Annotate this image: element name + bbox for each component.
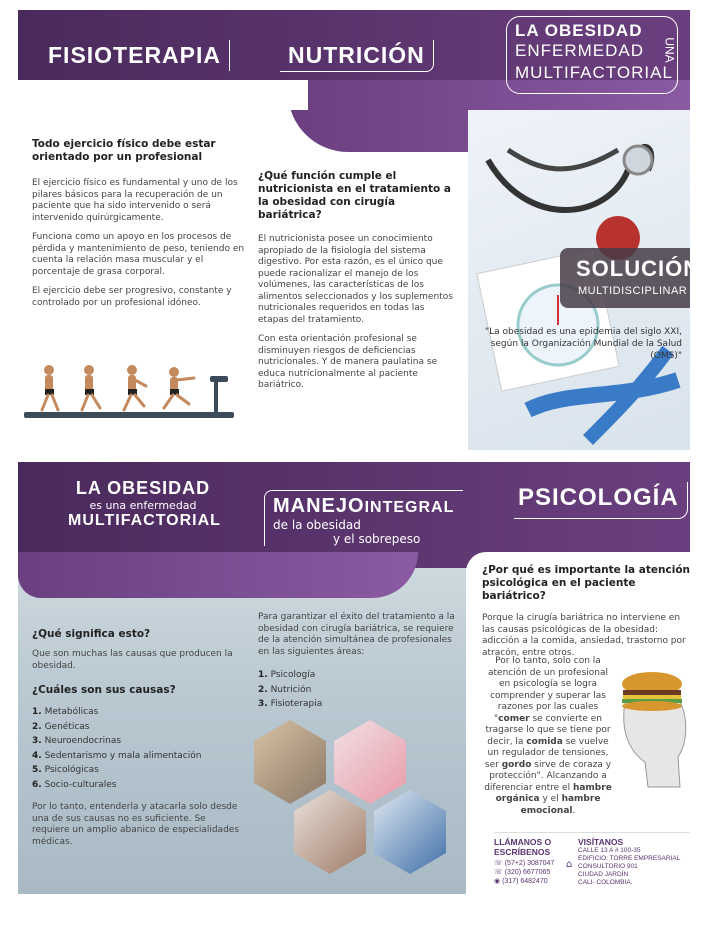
fisioterapia-title: FISIOTERAPIA bbox=[40, 40, 230, 71]
top-panel bbox=[18, 10, 701, 450]
cause-item: 1. Metabólicas bbox=[32, 707, 99, 717]
hex-exercise-image bbox=[374, 790, 446, 874]
causas-paragraph: Por lo tanto, entenderla y atacarla solo desde una de sus causas no es suficiente. Se requiere un amplio abanico de especialidades médicas. bbox=[32, 802, 240, 847]
manejo-title-block bbox=[264, 490, 463, 546]
llamanos-title: LLÁMANOS O ESCRÍBENOS bbox=[494, 837, 552, 857]
nutri-paragraph-1: El nutricionista posee un conocimiento apropiado de la fisiología del sistema digestivo. Por esta razón, es el único que puede racionalizar el manejo de los volúmenes, las características de los alimentos seleccionados y los suplementos nutricionales requeridos en todas las etapas del tratamiento. bbox=[258, 234, 453, 325]
psico-question: ¿Por qué es importante la atención psicológica en el paciente bariátrico? bbox=[482, 564, 691, 602]
psicologia-title: PSICOLOGÍA bbox=[514, 482, 688, 519]
manejo-title-line2: de la obesidad bbox=[273, 518, 361, 532]
exito-paragraph: Para garantizar el éxito del tratamiento a la obesidad con cirugía bariátrica, se requiere de la atención simultánea de profesionales en las siguientes áreas: bbox=[258, 612, 455, 657]
manejo-word: MANEJO bbox=[273, 495, 365, 517]
obesidad-title-line3: MULTIFACTORIAL bbox=[68, 512, 221, 529]
stethoscope-tape-image bbox=[468, 110, 701, 450]
badge-line2: ENFERMEDAD bbox=[515, 41, 645, 60]
phone-row[interactable]: ☏ (320) 6677065 bbox=[494, 869, 551, 876]
nutri-paragraph-2: Con esta orientación profesional se disminuyen riesgos de deficiencias nutricionales. Y de manera paulatina se educa nutricionalmente al paciente bariátrico. bbox=[258, 334, 438, 390]
badge-line1: LA OBESIDAD bbox=[515, 21, 643, 40]
phone-row[interactable]: ◉ (317) 6482470 bbox=[494, 878, 548, 885]
causes-list bbox=[32, 705, 244, 792]
cause-item: 6. Socio-culturales bbox=[32, 779, 117, 790]
bottom-banner-curve bbox=[18, 552, 418, 598]
address-line: CIUDAD JARDÍN bbox=[578, 871, 629, 878]
badge-side: UNA bbox=[662, 37, 677, 63]
area-item: 1. Psicología bbox=[258, 670, 316, 680]
area-item: 3. Fisioterapia bbox=[258, 699, 323, 709]
areas-column bbox=[258, 612, 458, 712]
manejo-title-line1 bbox=[273, 495, 463, 518]
hex-psychologist-image bbox=[254, 720, 326, 804]
psico-paragraph-2: Por lo tanto, solo con la atención de un profesional en psicología se logra comprender y superar las razones por las cuales "comer se convierte en tragarse lo que se tiene por decir, la comida se vuelve un regulador de tensiones, ser gordo sirve de coraza y protección". Alcanzando a diferenciar entre el hambre orgánica y el hambre emocional. bbox=[484, 656, 612, 816]
contact-section bbox=[494, 832, 690, 897]
location-icon: ⌂ bbox=[566, 859, 573, 870]
hexagon-collage bbox=[254, 720, 464, 890]
significa-question: ¿Qué significa esto? bbox=[32, 628, 151, 640]
integral-word: INTEGRAL bbox=[364, 499, 455, 516]
top-banner-left-curve bbox=[18, 80, 308, 110]
cause-item: 2. Genéticas bbox=[32, 721, 90, 732]
cause-item: 5. Psicológicas bbox=[32, 765, 99, 775]
fisio-paragraph-1: El ejercicio físico es fundamental y uno de los pilares básicos para la recuperación de un paciente que ha sido intervenido o será intervenido quirúrgicamente. bbox=[32, 178, 238, 223]
visitanos-title: VISÍTANOS bbox=[578, 837, 624, 847]
solucion-title: SOLUCIÓN bbox=[576, 256, 701, 281]
phone-icon: ☏ bbox=[494, 860, 503, 867]
nutricion-title: NUTRICIÓN bbox=[280, 40, 434, 72]
nutri-question: ¿Qué función cumple el nutricionista en el tratamiento a la obesidad con cirugía bariátrica? bbox=[258, 170, 451, 221]
cause-item: 4. Sedentarismo y mala alimentación bbox=[32, 750, 202, 761]
fisio-paragraph-2: Funciona como un apoyo en los procesos de pérdida y mantenimiento de peso, teniendo en cuenta la relación masa muscular y el porcentaje de grasa corporal. bbox=[32, 232, 245, 277]
phone-icon: ☏ bbox=[494, 869, 503, 876]
fisio-paragraph-3: El ejercicio debe ser progresivo, constante y controlado por un profesional idóneo. bbox=[32, 286, 232, 308]
phone-row[interactable]: ☏ (57+2) 3087047 bbox=[494, 860, 555, 867]
address-line: CALLE 13 A # 100-35 bbox=[578, 847, 641, 854]
obesidad-title-line2: es una enfermedad bbox=[89, 499, 197, 512]
manejo-title-line3: y el sobrepeso bbox=[333, 532, 421, 546]
address bbox=[578, 847, 680, 887]
causes-column bbox=[32, 628, 244, 856]
address-line: CALI- COLOMBIA. bbox=[578, 879, 633, 886]
hex-doctor-image bbox=[294, 790, 366, 874]
phones bbox=[494, 859, 554, 886]
psicologia-column bbox=[482, 564, 690, 669]
areas-list bbox=[258, 668, 458, 712]
area-item: 2. Nutrición bbox=[258, 684, 312, 695]
nutri-column bbox=[258, 170, 456, 400]
significa-paragraph: Que son muchas las causas que producen la obesidad. bbox=[32, 649, 233, 671]
badge-line3: MULTIFACTORIAL bbox=[515, 63, 673, 82]
address-line: EDIFICIO: TORRE EMPRESARIAL bbox=[578, 855, 681, 862]
hex-nutrition-image bbox=[334, 720, 406, 804]
whatsapp-icon: ◉ bbox=[494, 878, 501, 885]
obesidad-badge bbox=[506, 16, 678, 94]
head-burger-image bbox=[610, 662, 690, 792]
oms-quote: "La obesidad es una epidemia del siglo XXI, según la Organización Mundial de la Salud (OMS)" bbox=[484, 327, 682, 361]
treadmill-runners-image bbox=[24, 358, 238, 422]
fisio-question: Todo ejercicio físico debe estar orientado por un profesional bbox=[32, 138, 216, 163]
obesidad-title-line1: LA OBESIDAD bbox=[75, 478, 211, 498]
solucion-box bbox=[560, 248, 701, 308]
multidisciplinar-subtitle: MULTIDISCIPLINAR bbox=[578, 285, 688, 297]
obesidad-title-block bbox=[68, 478, 221, 530]
cause-item: 3. Neuroendocrinas bbox=[32, 736, 122, 746]
address-line: CONSULTORIO 901 bbox=[578, 863, 638, 870]
bottom-panel bbox=[18, 452, 690, 902]
psico-paragraph-1: Porque la cirugía bariátrica no interviene en las causas psicológicas de la obesidad: adicción a la comida, ansiedad, trastorno por atracón, entre otros. bbox=[482, 613, 686, 658]
causas-question: ¿Cuáles son sus causas? bbox=[32, 684, 176, 696]
fisio-column bbox=[32, 138, 252, 317]
